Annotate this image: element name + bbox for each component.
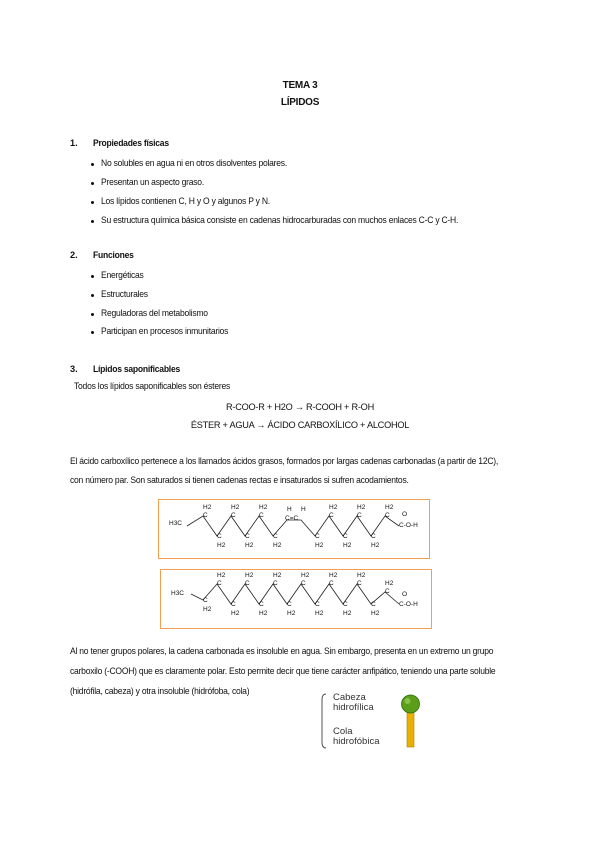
bullet-dot <box>91 313 94 316</box>
carbon-label: C <box>371 533 376 540</box>
hydrogen-label: H2 <box>385 504 394 511</box>
hydrogen-label: H2 <box>287 610 296 617</box>
tail-label2: hidrofóbica <box>333 736 380 747</box>
oxygen-label: O <box>402 511 408 518</box>
carbon-label: C <box>287 601 292 608</box>
section1-bullet2: Presentan un aspecto graso. <box>101 177 204 187</box>
carbon-label: C <box>245 533 250 540</box>
carbon-label: C <box>343 533 348 540</box>
section3-heading: Lípidos saponificables <box>93 364 180 374</box>
section2-bullet2: Estructurales <box>101 289 148 299</box>
paragraph2-line3: (hidrófila, cabeza) y otra insoluble (hidrófoba, cola) <box>70 686 250 696</box>
paragraph1-line2: con número par. Son saturados si tienen cadenas rectas e insaturados si sufren acodamientos. <box>70 475 409 485</box>
carboxyl-group: C-O-H <box>399 522 418 529</box>
bullet-dot <box>91 331 94 334</box>
hydrogen-label: H2 <box>315 610 324 617</box>
carbon-label: C <box>329 580 334 587</box>
hydrogen-label: H2 <box>371 542 380 549</box>
oxygen-label: O <box>402 591 408 598</box>
hydrogen-label: H2 <box>273 572 282 579</box>
saturated-chain-bonds <box>161 570 431 628</box>
ch3-group: H3C <box>169 520 183 527</box>
section2-heading: Funciones <box>93 250 134 260</box>
carbon-label: C <box>385 588 390 595</box>
bullet-dot <box>91 201 94 204</box>
hydrogen-label: H2 <box>315 542 324 549</box>
hydrogen-label: H2 <box>217 542 226 549</box>
hydrogen-label: H <box>287 506 292 513</box>
section1-number: 1. <box>70 138 78 148</box>
title-line2: LÍPIDOS <box>280 97 320 108</box>
hydrogen-label: H2 <box>329 504 338 511</box>
bullet-dot <box>91 294 94 297</box>
bullet-dot <box>91 275 94 278</box>
hydrogen-label: H2 <box>203 504 212 511</box>
carbon-label: C <box>273 533 278 540</box>
equation-words: ÉSTER + AGUA → ÁCIDO CARBOXÍLICO + ALCOHOL <box>190 420 410 430</box>
carbon-label: C <box>315 601 320 608</box>
carbon-label: C <box>301 580 306 587</box>
saturated-fatty-acid-figure <box>160 569 432 629</box>
carbon-label: C <box>371 601 376 608</box>
carbon-label: C <box>357 580 362 587</box>
hydrogen-label: H2 <box>357 572 366 579</box>
hydrogen-label: H2 <box>203 606 212 613</box>
section2-bullet1: Energéticas <box>101 270 144 280</box>
bullet-dot <box>91 163 94 166</box>
section3-number: 3. <box>70 364 78 374</box>
hydrogen-label: H2 <box>259 504 268 511</box>
section1-bullet4: Su estructura química básica consiste en cadenas hidrocarburadas con muchos enlaces C-C y C-H. <box>101 215 459 225</box>
carbon-label: C <box>259 601 264 608</box>
carbon-label: C <box>329 512 334 519</box>
amphipathic-molecule-figure <box>318 690 428 752</box>
hydrogen-label: H2 <box>343 542 352 549</box>
section1-bullet1: No solubles en agua ni en otros disolventes polares. <box>101 158 287 168</box>
hydrogen-label: H2 <box>343 610 352 617</box>
equation-formula: R-COO-R + H2O → R-COOH + R-OH <box>226 402 374 412</box>
carbon-label: C <box>203 597 208 604</box>
bullet-dot <box>91 220 94 223</box>
carbon-label: C <box>273 580 278 587</box>
carbon-label: C <box>315 533 320 540</box>
hydrogen-label: H2 <box>245 572 254 579</box>
hydrogen-label: H2 <box>301 572 310 579</box>
section1-heading: Propiedades físicas <box>93 138 169 148</box>
hydrogen-label: H2 <box>231 504 240 511</box>
hydrogen-label: H <box>301 506 306 513</box>
tail-label1: Cola <box>333 726 353 737</box>
carbon-label: C <box>217 580 222 587</box>
unsaturated-fatty-acid-figure <box>158 499 430 559</box>
carboxyl-group: C-O-H <box>399 601 418 608</box>
section1-bullet3: Los lípidos contienen C, H y O y algunos P y N. <box>101 196 270 206</box>
hydrogen-label: H2 <box>231 610 240 617</box>
carbon-label: C <box>245 580 250 587</box>
carbon-label: C <box>259 512 264 519</box>
carbon-label: C <box>357 512 362 519</box>
head-label2: hidrofílica <box>333 702 374 713</box>
carbon-label: C <box>231 601 236 608</box>
hydrogen-label: H2 <box>217 572 226 579</box>
carbon-label: C <box>203 512 208 519</box>
carbon-label: C <box>343 601 348 608</box>
hydrogen-label: H2 <box>273 542 282 549</box>
section2-bullet4: Participan en procesos inmunitarios <box>101 326 229 336</box>
carbon-label: C <box>385 512 390 519</box>
hydrogen-label: H2 <box>245 542 254 549</box>
ch3-group: H3C <box>171 590 185 597</box>
title-line1: TEMA 3 <box>282 80 318 91</box>
section2-number: 2. <box>70 250 78 260</box>
paragraph2-line1: Al no tener grupos polares, la cadena carbonada es insoluble en agua. Sin embargo, presenta en un extremo un grupo <box>70 646 494 656</box>
hydrogen-label: H2 <box>259 610 268 617</box>
bullet-dot <box>91 182 94 185</box>
double-bond-label: C=C <box>285 515 299 522</box>
paragraph2-line2: carboxilo (-COOH) que es claramente polar. Esto permite decir que tiene carácter anfipático, teniendo una parte soluble <box>70 666 496 676</box>
section2-bullet3: Reguladoras del metabolismo <box>101 308 208 318</box>
carbon-label: C <box>217 533 222 540</box>
hydrogen-label: H2 <box>385 580 394 587</box>
hydrogen-label: H2 <box>357 504 366 511</box>
hydrogen-label: H2 <box>329 572 338 579</box>
head-label1: Cabeza <box>333 692 366 703</box>
carbon-label: C <box>231 512 236 519</box>
paragraph1-line1: El ácido carboxílico pertenece a los llamados ácidos grasos, formados por largas cadenas carbonadas (a partir de 12C), <box>70 456 499 466</box>
section3-intro: Todos los lípidos saponificables son ésteres <box>74 381 231 391</box>
hydrogen-label: H2 <box>371 610 380 617</box>
